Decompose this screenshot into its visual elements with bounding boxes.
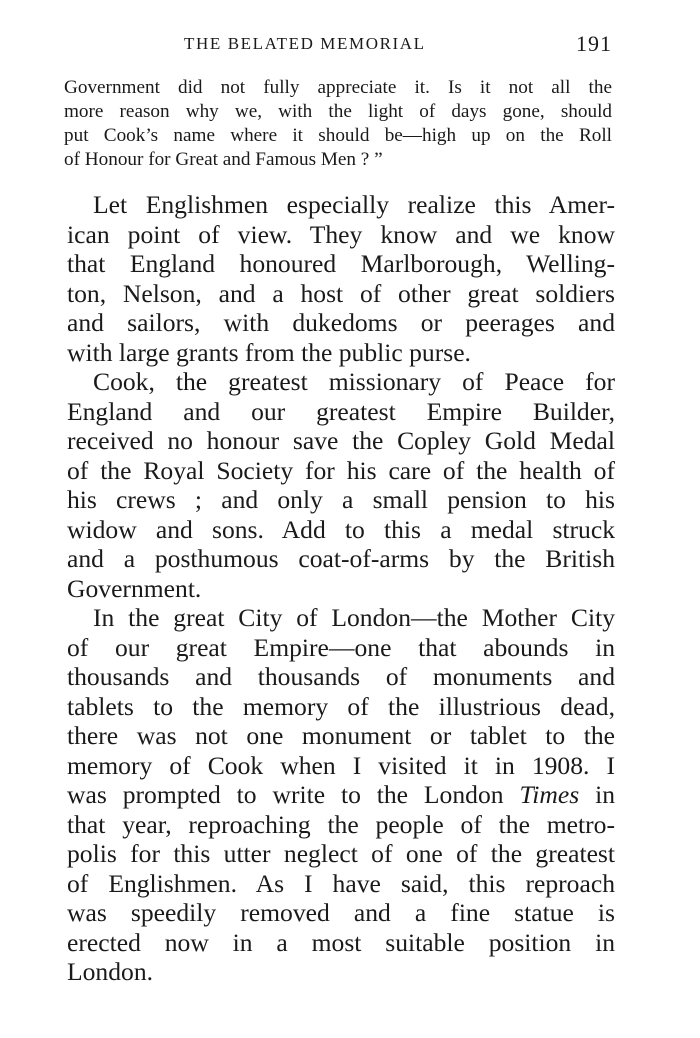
text-line-times: [67, 780, 615, 810]
text-line: ton, Nelson, and a host of other great soldiers: [67, 278, 615, 308]
text-line: and sailors, with dukedoms or peerages and: [67, 308, 615, 337]
quote-line: Government did not fully appreciate it. Is it not all the: [64, 77, 612, 98]
text-line: of our great Empire—one that abounds in: [67, 632, 615, 662]
text-line: thousands and thousands of monuments and: [67, 662, 615, 691]
text-line: and a posthumous coat-of-arms by the British: [67, 544, 615, 573]
paragraph-cook-honours: [67, 367, 615, 603]
text-line: memory of Cook when I visited it in 1908. I: [67, 750, 615, 780]
text-segment: was prompted to write to the London: [67, 780, 520, 809]
text-segment: in: [579, 780, 616, 809]
quote-line: more reason why we, with the light of days gone, should: [64, 101, 612, 122]
quote-line: put Cook’s name where it should be—high up on the Roll: [64, 125, 612, 146]
text-line: that England honoured Marlborough, Welling-: [67, 249, 615, 278]
page-number: 191: [576, 31, 612, 56]
running-title: THE BELATED MEMORIAL: [184, 34, 426, 53]
text-line: with large grants from the public purse.: [67, 337, 471, 367]
quote-line: of Honour for Great and Famous Men ? ”: [64, 149, 383, 170]
text-line: erected now in a most suitable position in: [67, 927, 615, 957]
text-line: his crews ; and only a small pension to his: [67, 485, 615, 514]
text-line: was speedily removed and a fine statue is: [67, 898, 615, 927]
text-line: England and our greatest Empire Builder,: [67, 396, 615, 426]
text-line: Cook, the greatest missionary of Peace for: [93, 367, 615, 396]
text-line: ican point of view. They know and we know: [67, 219, 615, 249]
paragraph-englishmen: [67, 190, 615, 367]
quotation-block: [64, 76, 612, 172]
text-line: tablets to the memory of the illustrious dead,: [67, 691, 615, 721]
newspaper-title: Times: [519, 780, 580, 809]
paragraph-london: [67, 603, 615, 987]
text-line: Let Englishmen especially realize this Amer-: [93, 190, 615, 219]
text-line: of Englishmen. As I have said, this reproach: [67, 868, 615, 898]
text-line: there was not one monument or tablet to the: [67, 721, 615, 750]
text-line: received no honour save the Copley Gold Medal: [67, 426, 615, 455]
text-line: polis for this utter neglect of one of the greatest: [67, 839, 615, 868]
text-line: In the great City of London—the Mother City: [93, 603, 615, 632]
text-line: of the Royal Society for his care of the health of: [67, 455, 615, 485]
text-line: widow and sons. Add to this a medal struck: [67, 514, 615, 544]
body-text: [67, 190, 615, 987]
running-head: [60, 31, 620, 60]
text-line: that year, reproaching the people of the metro-: [67, 809, 615, 839]
text-line: Government.: [67, 573, 202, 603]
text-line: London.: [67, 957, 154, 986]
